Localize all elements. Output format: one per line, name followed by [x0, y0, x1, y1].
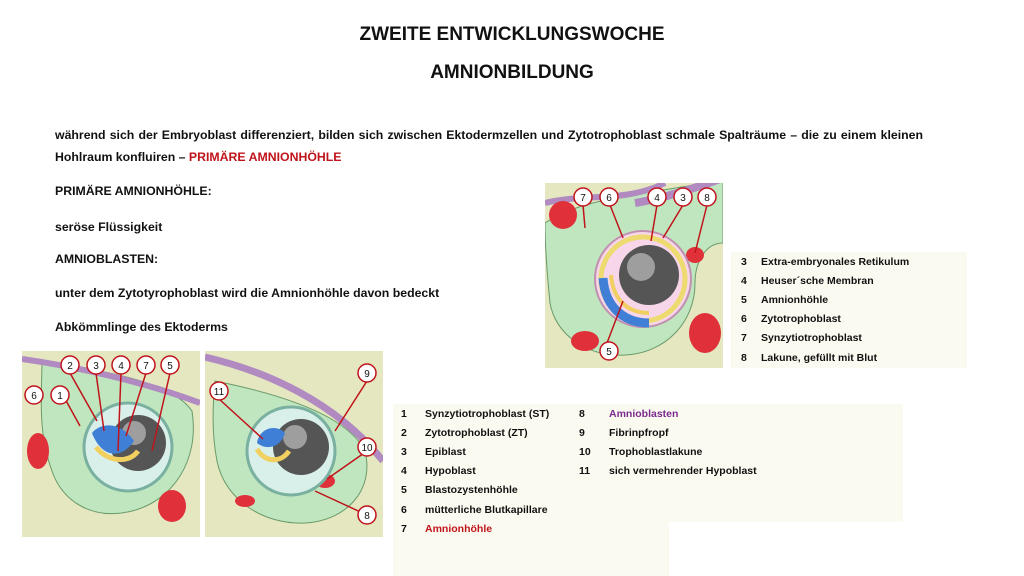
note-ectoderm: Abkömmlinge des Ektoderms — [55, 320, 228, 334]
legend-top-row — [741, 310, 967, 329]
legend-bottom-row — [579, 423, 903, 442]
fig-top-label-6: 6 — [606, 193, 612, 204]
fig-top-label-5: 5 — [606, 347, 612, 358]
legend-number: 4 — [401, 465, 407, 478]
fig-bl2-label-9: 9 — [364, 369, 370, 380]
legend-top-row — [741, 290, 967, 309]
legend-top-row — [741, 252, 967, 271]
embryo-figure-top — [545, 183, 723, 368]
legend-number: 9 — [579, 426, 585, 439]
legend-label: Epiblast — [425, 445, 466, 458]
embryo-figure-bottom-1 — [22, 351, 200, 537]
legend-label-highlight: Amnioblasten — [609, 407, 679, 420]
note-amnioblasts-heading: AMNIOBLASTEN: — [55, 252, 159, 266]
legend-top-row — [741, 271, 967, 290]
legend-number: 7 — [401, 522, 407, 535]
fig-bl2-label-8: 8 — [364, 511, 370, 522]
legend-number: 3 — [741, 255, 747, 268]
legend-top — [731, 252, 967, 368]
legend-bottom-row — [579, 462, 903, 481]
embryo-figure-bottom-2 — [205, 351, 383, 537]
fig-bl1-label-4: 4 — [118, 361, 124, 372]
fig-bl2-label-10: 10 — [361, 443, 373, 454]
legend-number: 7 — [741, 332, 747, 345]
legend-top-row — [741, 329, 967, 348]
fig-bl1-label-2: 2 — [67, 361, 73, 372]
legend-bottom-row — [579, 442, 903, 461]
legend-number: 5 — [401, 484, 407, 497]
legend-bottom-right — [571, 404, 903, 522]
legend-number: 8 — [741, 351, 747, 364]
fig-bl1-label-1: 1 — [57, 391, 63, 402]
legend-label: mütterliche Blutkapillare — [425, 503, 548, 516]
fig-top-label-3: 3 — [680, 193, 686, 204]
legend-label: Zytotrophoblast (ZT) — [425, 426, 528, 439]
legend-label-highlight: Amnionhöhle — [425, 522, 493, 535]
legend-number: 5 — [741, 293, 747, 306]
fig-bl1-label-5: 5 — [167, 361, 173, 372]
note-primary-amnion-heading: PRIMÄRE AMNIONHÖHLE: — [55, 184, 212, 198]
legend-number: 1 — [401, 407, 407, 420]
intro-highlight: PRIMÄRE AMNIONHÖHLE — [188, 150, 342, 164]
legend-label: Heuser´sche Membran — [761, 274, 874, 287]
intro-text: während sich der Embryoblast differenziert, bilden sich zwischen Ektodermzellen und Zytotrophoblast schmale Spalträume – die zu einem kleinen Hohlraum konfluiren – — [55, 128, 923, 164]
note-serous-fluid: seröse Flüssigkeit — [55, 220, 163, 234]
fig-top-label-7: 7 — [580, 193, 586, 204]
legend-label: Fibrinpfropf — [609, 426, 669, 439]
legend-number: 6 — [741, 313, 747, 326]
legend-label: Synzytiotrophoblast (ST) — [425, 407, 550, 420]
fig-bl2-label-11: 11 — [213, 387, 225, 398]
fig-top-label-8: 8 — [704, 193, 710, 204]
legend-number: 3 — [401, 445, 407, 458]
legend-label: Hypoblast — [425, 465, 476, 478]
legend-bottom-row — [401, 519, 669, 538]
legend-label: Lakune, gefüllt mit Blut — [761, 351, 878, 364]
note-amnioblasts-text: unter dem Zytotyrophoblast wird die Amnionhöhle davon bedeckt — [55, 286, 440, 300]
fig-bl1-label-6: 6 — [31, 391, 37, 402]
legend-label: Amnionhöhle — [761, 293, 829, 306]
fig-bl1-label-3: 3 — [93, 361, 99, 372]
page-subtitle: AMNIONBILDUNG — [430, 62, 594, 83]
legend-label: Trophoblastlakune — [609, 445, 703, 458]
legend-number: 10 — [579, 445, 591, 458]
legend-number: 4 — [741, 274, 747, 287]
legend-number: 6 — [401, 503, 407, 516]
fig-top-label-4: 4 — [654, 193, 660, 204]
legend-number: 8 — [579, 407, 585, 420]
legend-label: Blastozystenhöhle — [425, 484, 518, 497]
legend-label: Synzytiotrophoblast — [761, 332, 862, 345]
legend-number: 11 — [579, 465, 591, 478]
legend-bottom-row — [579, 404, 903, 423]
legend-top-row — [741, 348, 967, 367]
legend-label: Extra-embryonales Retikulum — [761, 255, 910, 268]
legend-label: sich vermehrender Hypoblast — [609, 465, 757, 478]
page-title: ZWEITE ENTWICKLUNGSWOCHE — [359, 24, 665, 45]
intro-paragraph — [55, 124, 923, 168]
legend-label: Zytotrophoblast — [761, 313, 841, 326]
legend-number: 2 — [401, 426, 407, 439]
fig-bl1-label-7: 7 — [143, 361, 149, 372]
